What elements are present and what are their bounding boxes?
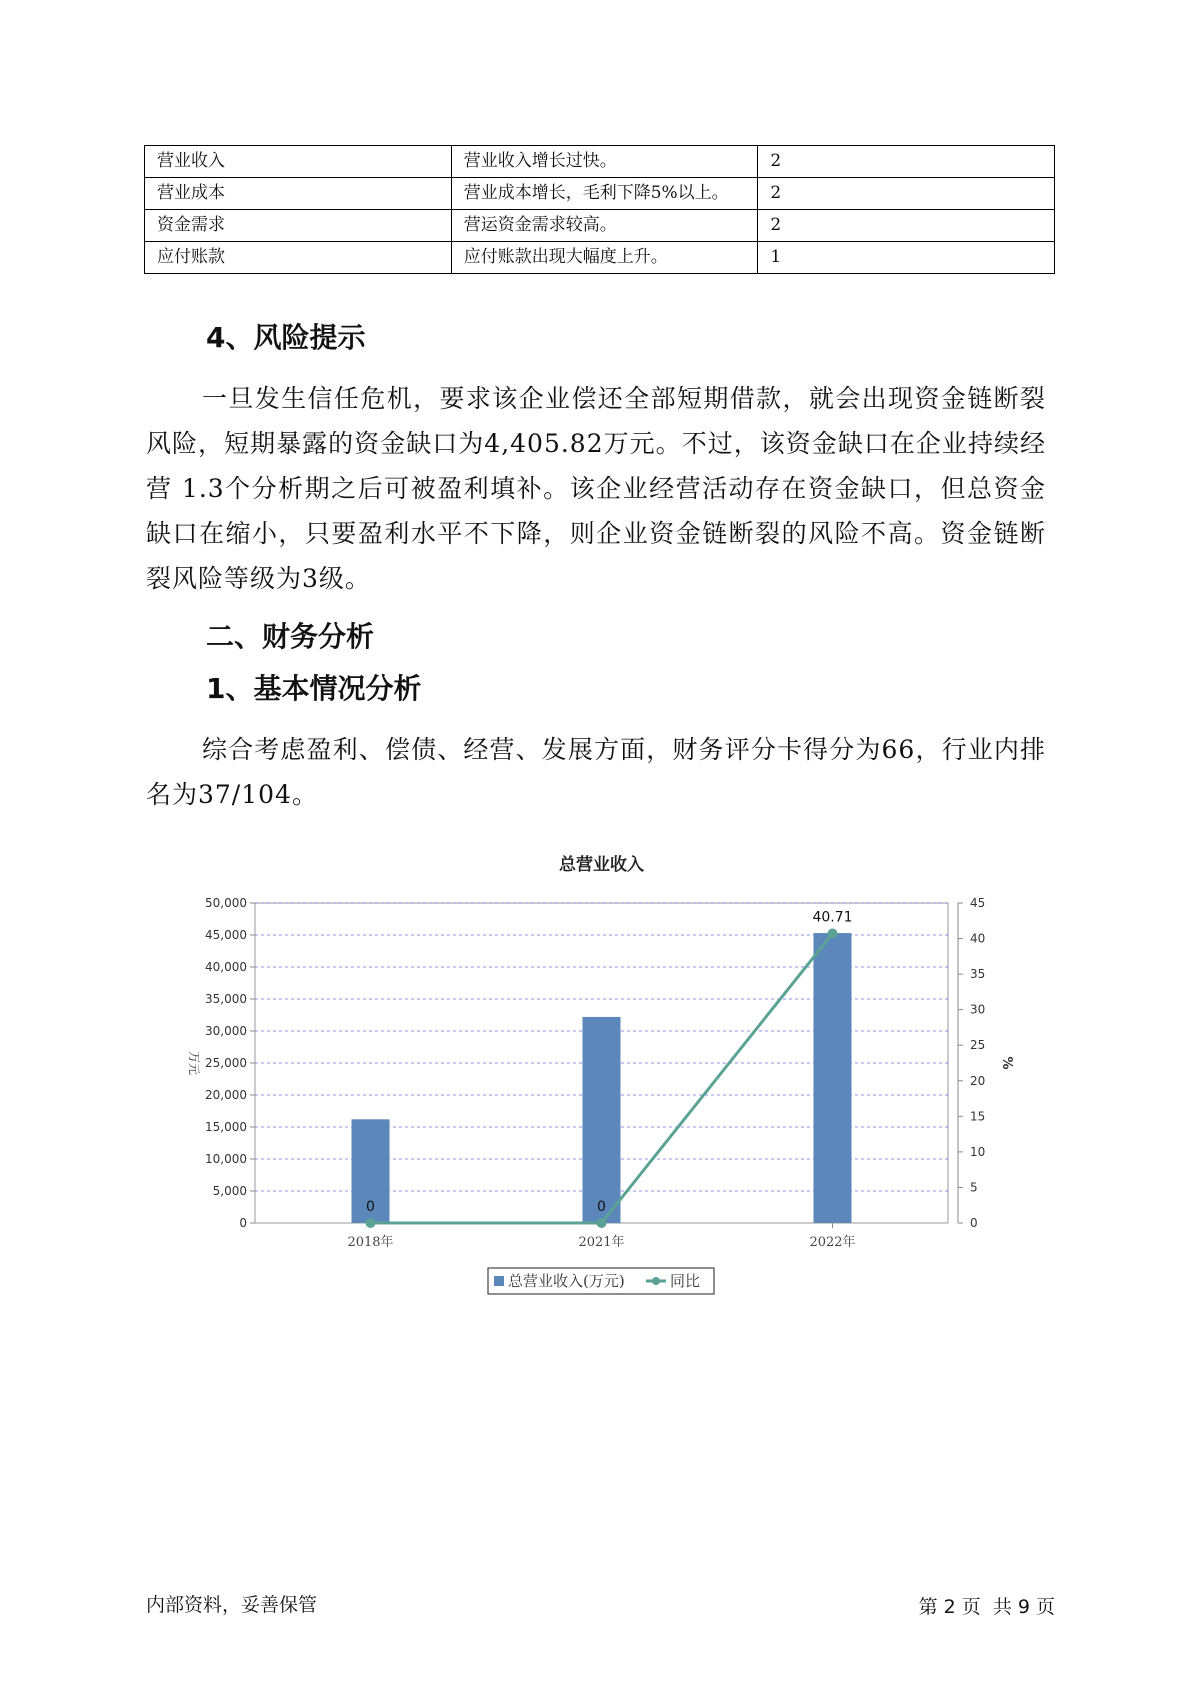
y-tick-label: 30,000 xyxy=(205,1024,247,1038)
risk-desc-cell: 营运资金需求较高。 xyxy=(451,210,758,242)
x-tick-label: 2022年 xyxy=(809,1235,856,1250)
risk-score-cell: 1 xyxy=(758,242,1055,274)
x-tick-label: 2018年 xyxy=(347,1235,394,1250)
y2-tick-label: 45 xyxy=(970,896,986,910)
y2-tick-label: 0 xyxy=(970,1216,978,1230)
risk-item-cell: 营业收入 xyxy=(145,146,452,178)
section-finance-subtitle: 1、基本情况分析 xyxy=(206,672,422,705)
risk-desc-cell: 应付账款出现大幅度上升。 xyxy=(451,242,758,274)
y-tick-label: 50,000 xyxy=(205,896,247,910)
section-risk-paragraph: 一旦发生信任危机，要求该企业偿还全部短期借款，就会出现资金链断裂风险，短期暴露的资金缺口为4,405.82万元。不过，该资金缺口在企业持续经营 1.3个分析期之后可被盈利填补。该企业经营活动存在资金缺口，但总资金缺口在缩小，只要盈利水平不下降，则企业资金链断裂的风险不高。资金链断裂风险等级为3级。 xyxy=(146,384,1046,593)
y2-tick-label: 15 xyxy=(970,1109,986,1124)
yoy-data-label: 0 xyxy=(597,1199,606,1215)
y-tick-label: 45,000 xyxy=(205,928,247,942)
y2-tick-label: 20 xyxy=(970,1073,986,1088)
section-risk-title: 4、风险提示 xyxy=(206,321,366,354)
y-axis-label: 万元 xyxy=(187,1050,201,1076)
risk-score-cell: 2 xyxy=(758,146,1055,178)
chart-title: 总营业收入 xyxy=(559,855,644,875)
y2-tick-label: 30 xyxy=(970,1002,986,1017)
y-tick-label: 20,000 xyxy=(205,1088,247,1102)
risk-item-cell: 应付账款 xyxy=(145,242,452,274)
y-tick-label: 5,000 xyxy=(212,1184,247,1198)
y2-tick-label: 40 xyxy=(970,931,986,946)
legend-line-label: 同比 xyxy=(670,1272,701,1290)
risk-item-cell: 资金需求 xyxy=(145,210,452,242)
y-tick-label: 25,000 xyxy=(205,1056,247,1070)
footer-page-number: 第 2 页 共 9 页 xyxy=(918,1596,1055,1618)
footer-confidential: 内部资料，妥善保管 xyxy=(146,1594,318,1616)
yoy-point xyxy=(366,1218,376,1228)
y-tick-label: 35,000 xyxy=(205,992,247,1006)
y2-tick-label: 25 xyxy=(970,1038,986,1053)
y-tick-label: 40,000 xyxy=(205,960,247,974)
yoy-point xyxy=(828,929,838,939)
y-tick-label: 0 xyxy=(239,1216,247,1230)
risk-score-cell: 2 xyxy=(758,178,1055,210)
section-finance-title: 二、财务分析 xyxy=(206,620,375,653)
y2-axis-label: % xyxy=(999,1056,1014,1070)
legend-bar-swatch xyxy=(494,1276,504,1286)
legend-bar-label: 总营业收入(万元) xyxy=(508,1272,625,1290)
risk-desc-cell: 营业收入增长过快。 xyxy=(451,146,758,178)
y-tick-label: 10,000 xyxy=(205,1152,247,1166)
yoy-data-label: 40.71 xyxy=(812,909,853,926)
y-tick-label: 15,000 xyxy=(205,1120,247,1134)
bar xyxy=(814,933,852,1223)
y2-tick-label: 5 xyxy=(970,1180,978,1195)
legend-line-marker xyxy=(652,1277,660,1285)
y2-tick-label: 10 xyxy=(970,1144,986,1159)
y2-tick-label: 35 xyxy=(970,967,986,982)
section-finance-paragraph: 综合考虑盈利、偿债、经营、发展方面，财务评分卡得分为66，行业内排名为37/104。 xyxy=(146,735,1046,809)
bar xyxy=(583,1017,621,1223)
yoy-point xyxy=(597,1218,607,1228)
risk-score-cell: 2 xyxy=(758,210,1055,242)
risk-item-cell: 营业成本 xyxy=(145,178,452,210)
x-tick-label: 2021年 xyxy=(578,1235,625,1250)
yoy-data-label: 0 xyxy=(366,1199,375,1215)
risk-desc-cell: 营业成本增长，毛利下降5%以上。 xyxy=(451,178,758,210)
